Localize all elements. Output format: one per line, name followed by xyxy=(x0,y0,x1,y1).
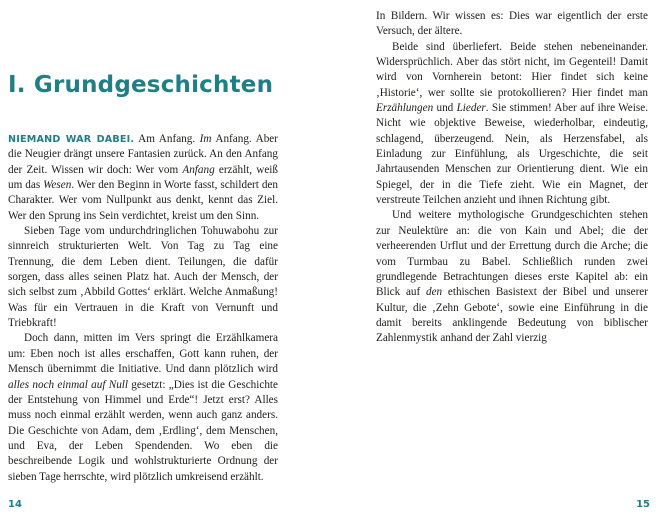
emphasis-text: Im xyxy=(199,133,212,145)
paragraph-body xyxy=(8,133,278,222)
text-run: Doch dann, mitten im Vers springt die Erzählkamera um: Eben noch ist alles erschaffen, Gott kann ruhen, der Mensch übernimmt die Initiative. Und dann plötzlich wird xyxy=(8,332,278,376)
text-run: . Sie stimmen! Aber auf ihre Weise. Nicht wie objektive Beweise, wiederholbar, eindeutig, schlagend, überzeugend. Nein, als Herzensfabel, als Einladung zur Einfühlung, als Urgeschichte, die seit Jahrtausenden Menschen zur Orientierung dient. Wie ein Spiegel, der in die Tiefe zieht. Wie ein Magnet, der verstreute Teilchen anzieht und ihnen Richtung gibt. xyxy=(376,102,648,207)
text-run: erzählt, weiß um das xyxy=(8,163,278,192)
paragraph xyxy=(376,40,648,209)
emphasis-text: Wesen xyxy=(43,179,72,192)
right-page xyxy=(328,0,656,524)
emphasis-text: den xyxy=(425,286,443,299)
paragraph xyxy=(376,9,648,40)
paragraph xyxy=(376,208,648,346)
text-run: gesetzt: „Dies ist die Geschichte der Entstehung von Himmel und Erde“! Jetzt erst? Alles muss noch einmal erzählt werden, wenn auch ganz anders. Die Geschichte von Adam, dem ‚Erdling‘, dem Menschen, und Eva, der Leben Spendenden. Wo eben die beschreibende Logik und wohlstrukturierte Ordnung der sieben Tage herrschte, wird plötzlich umkreisend erzählt. xyxy=(8,378,278,483)
text-run: Und weitere mythologische Grundgeschichten stehen zur Neulektüre an: die von Kain und Abel; die der verheerenden Urflut und der Errettung durch die Arche; die vom Turmbau zu Babel. Schließlich runden zwei grundlegende Betrachtungen dieses erste Kapitel ab: ein Blick auf xyxy=(376,209,648,299)
text-run: Anfang. Aber die Neugier drängt unsere Fantasien zurück. An den Anfang der Zeit. Wissen wir doch: Wer vom xyxy=(8,133,278,176)
text-run: Beide sind überliefert. Beide stehen nebeneinander. Widersprüchlich. Aber das stört nicht, im Gegenteil! Damit wird von Vornherein betont: Hier findet sich keine ‚Historie‘, wer sollte sie protokollieren? Hier findet man xyxy=(376,40,648,99)
text-run: ethischen Basistext der Bibel und unserer Kultur, die ‚Zehn Gebote‘, sowie eine Einführung in die damit bereits anklingende Bedeutung von biblischer Zahlenmystik anhand der Zahl vierzig xyxy=(376,286,648,345)
emphasis-text: Anfang xyxy=(182,163,215,176)
page-number: 15 xyxy=(636,499,650,510)
text-run: und xyxy=(433,102,457,115)
paragraph xyxy=(8,224,278,331)
paragraph xyxy=(8,331,278,484)
text-run: . Wer den Beginn in Worte fasst, schildert den Charakter. Wer vom Nullpunkt aus denkt, kennt das Ziel. Wer den Sprung ins Sein verdichtet, kreist um den Sinn. xyxy=(8,179,278,222)
text-run: Am Anfang. xyxy=(134,133,200,145)
text-run: In Bildern. Wir wissen es: Dies war eigentlich der erste Versuch, der ältere. xyxy=(376,10,648,38)
paragraph xyxy=(8,132,278,224)
emphasis-text: Erzählungen xyxy=(376,102,434,115)
lead-heading: NIEMAND WAR DABEI. xyxy=(8,134,135,145)
text-run: Sieben Tage vom undurchdringlichen Tohuwabohu zur sinnreich strukturierten Welt. Von Tag zu Tag eine Trennung, die dem Leben dient. Teilungen, die dafür sorgen, dass alles seinen Platz hat. Auch der Mensch, der sich selbst zum ‚Abbild Gottes‘ erklärt. Welche Anmaßung! Was für ein Vertrauen in die Kraft von Vernunft und Triebkraft! xyxy=(8,225,278,330)
left-text-block xyxy=(8,132,278,485)
page-number: 14 xyxy=(8,499,22,510)
chapter-title: I. Grundgeschichten xyxy=(8,72,274,98)
emphasis-text: alles noch einmal auf Null xyxy=(8,378,129,391)
emphasis-text: Lieder xyxy=(456,102,486,115)
right-text-block xyxy=(376,9,648,347)
